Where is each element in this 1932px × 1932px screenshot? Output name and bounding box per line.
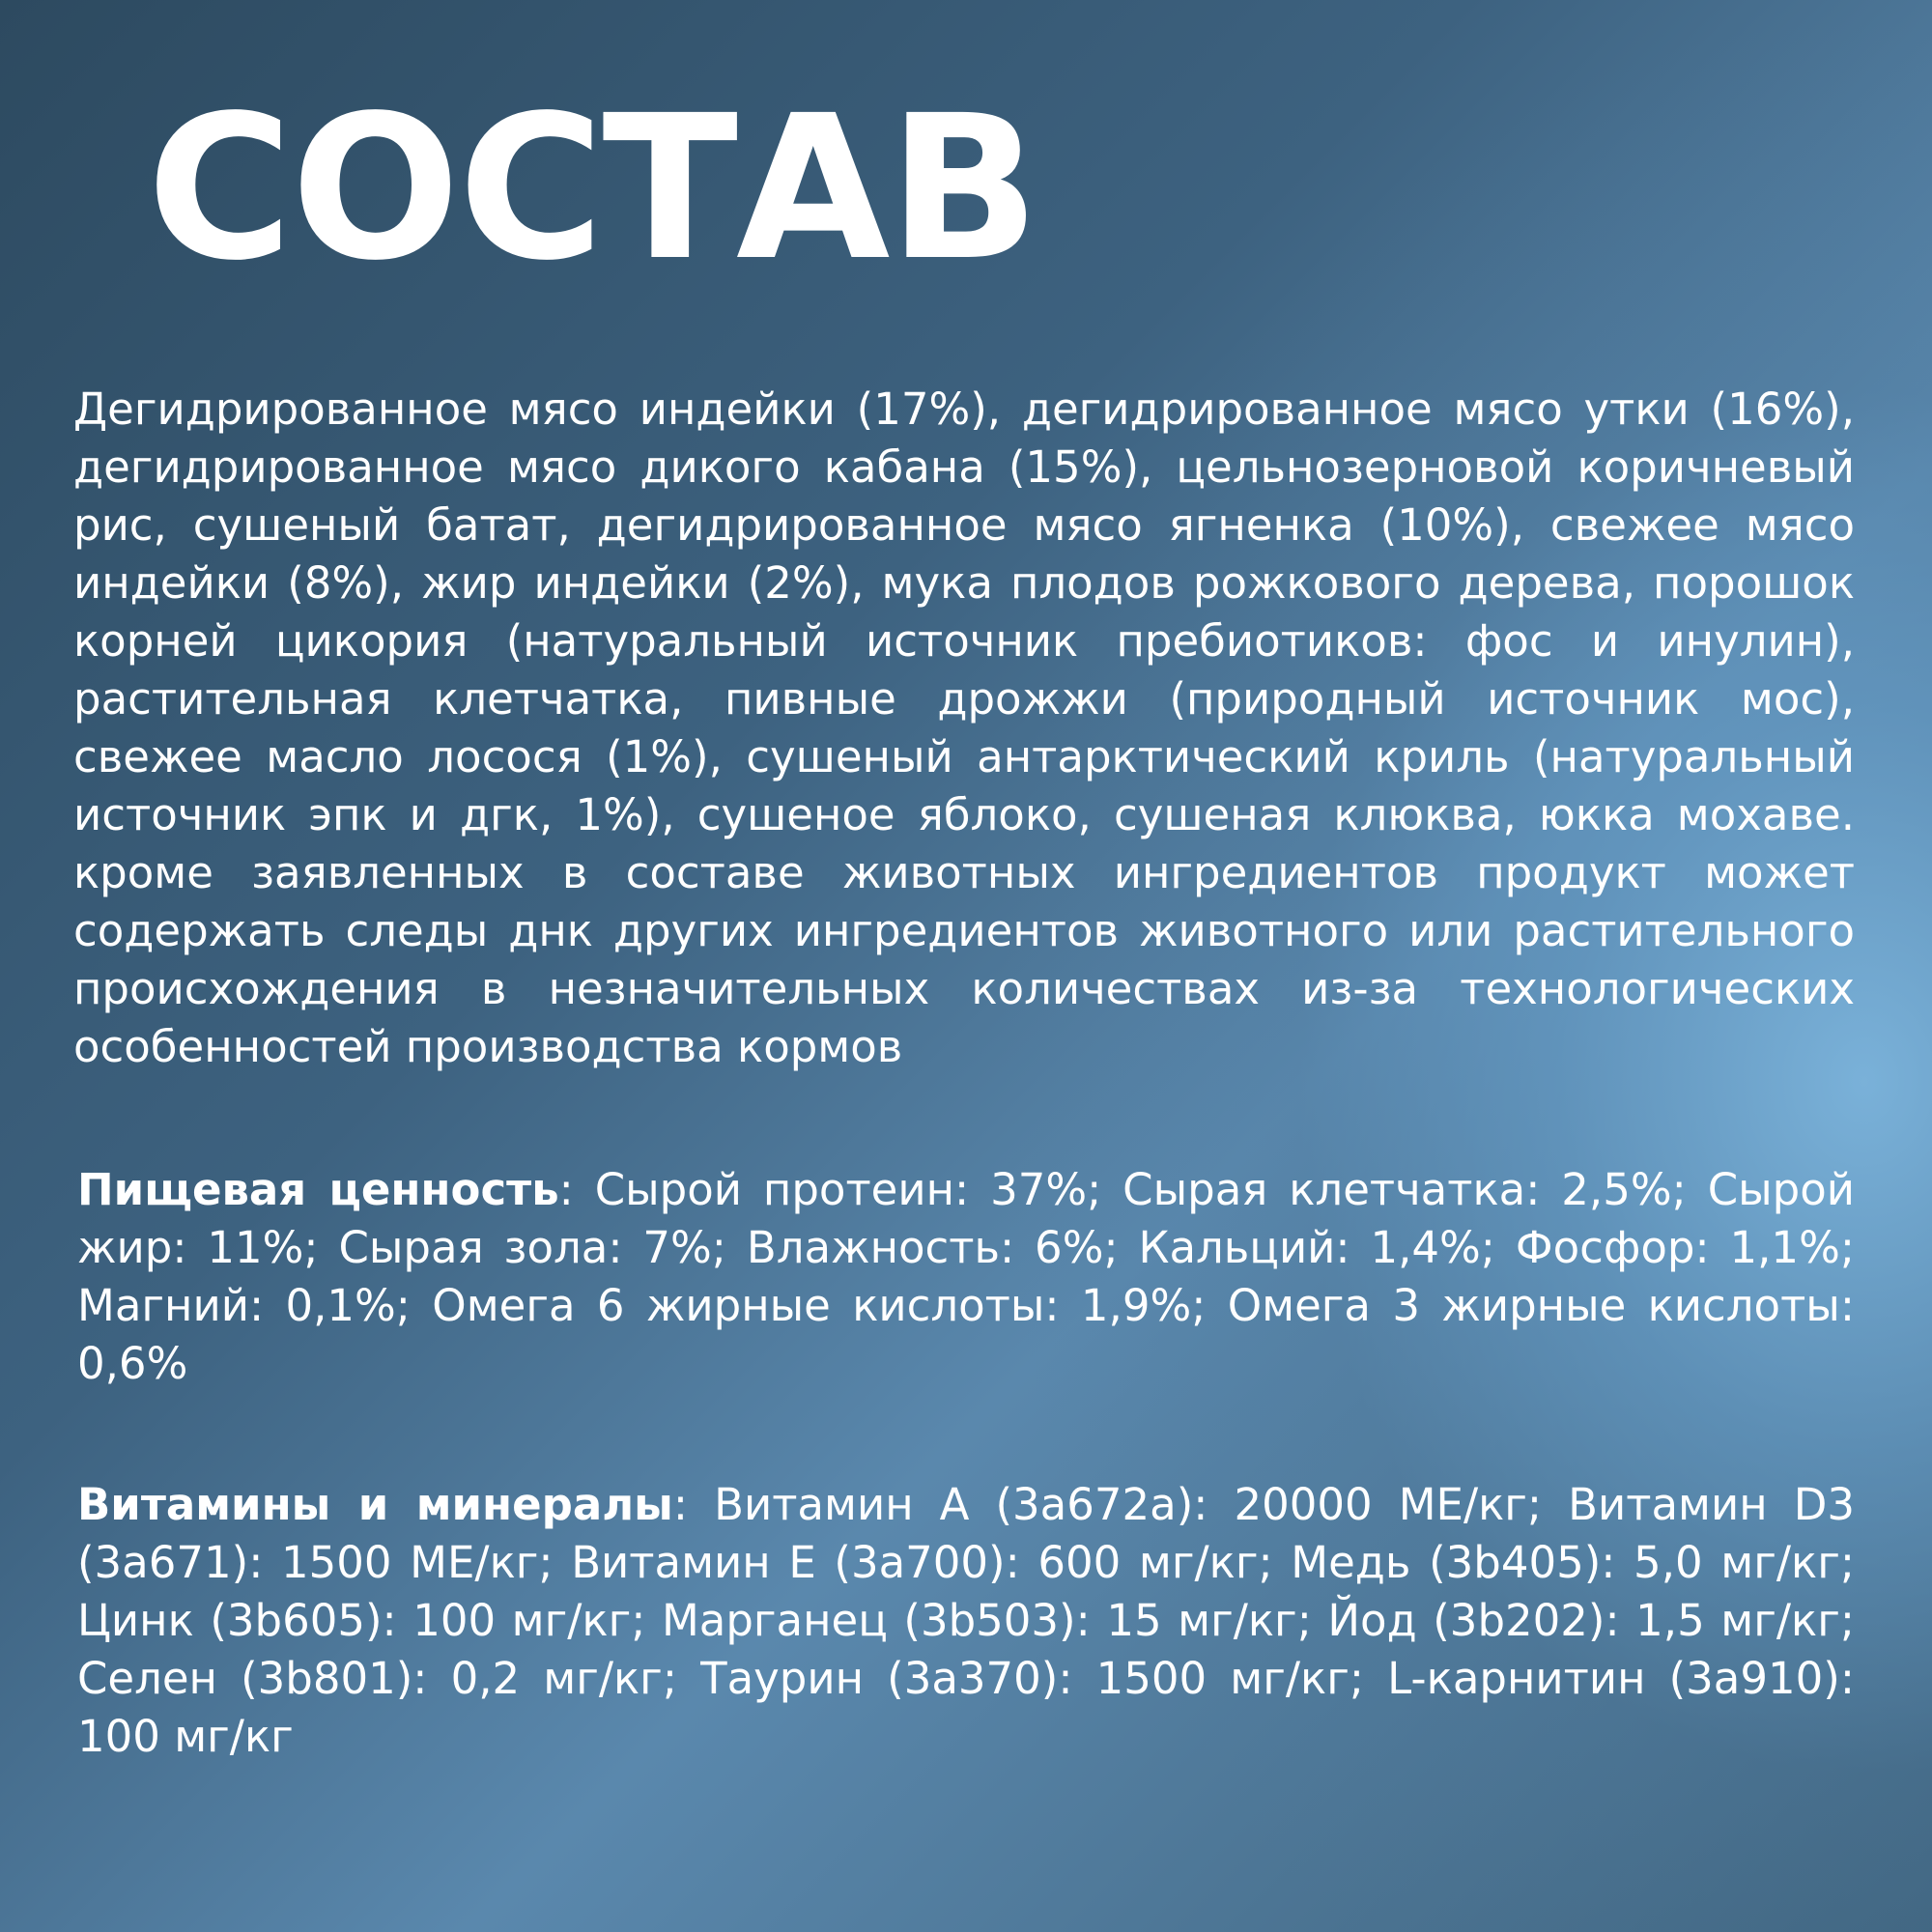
vitamins-section	[77, 1476, 1855, 1766]
page-title: СОСТАВ	[147, 72, 1038, 304]
nutrition-section	[77, 1161, 1855, 1393]
nutrition-label: Пищевая ценность	[77, 1164, 559, 1215]
vitamins-text: : Витамин А (3а672а): 20000 МЕ/кг; Витамин D3 (3а671): 1500 МЕ/кг; Витамин Е (3а700): 600 мг/кг; Медь (3b405): 5,0 мг/кг; Цинк (3b605): 100 мг/кг; Марганец (3b503): 15 мг/кг; Йод (3b202): 1,5 мг/кг; Селен (3b801): 0,2 мг/кг; Таурин (3а370): 1500 мг/кг; L-карнитин (3а910): 100 мг/кг	[77, 1479, 1855, 1762]
composition-text: Дегидрированное мясо индейки (17%), дегидрированное мясо утки (16%), дегидрированное мясо дикого кабана (15%), цельнозерновой коричневый рис, сушеный батат, дегидрированное мясо ягненка (10%), свежее мясо индейки (8%), жир индейки (2%), мука плодов рожкового дерева, порошок корней цикория (натуральный источник пребиотиков: фос и инулин), растительная клетчатка, пивные дрожжи (природный источник мос), свежее масло лосося (1%), сушеный антарктический криль (натуральный источник эпк и дгк, 1%), сушеное яблоко, сушеная клюква, юкка мохаве. кроме заявленных в составе животных ингредиентов продукт может содержать следы днк других ингредиентов животного или растительного происхождения в незначительных количествах из-за технологических особенностей производства кормов	[73, 384, 1855, 1072]
nutrition-text: : Сырой протеин: 37%; Сырая клетчатка: 2,5%; Сырой жир: 11%; Сырая зола: 7%; Влажность: 6%; Кальций: 1,4%; Фосфор: 1,1%; Магний: 0,1%; Омега 6 жирные кислоты: 1,9%; Омега 3 жирные кислоты: 0,6%	[77, 1164, 1855, 1389]
vitamins-label: Витамины и минералы	[77, 1479, 673, 1530]
